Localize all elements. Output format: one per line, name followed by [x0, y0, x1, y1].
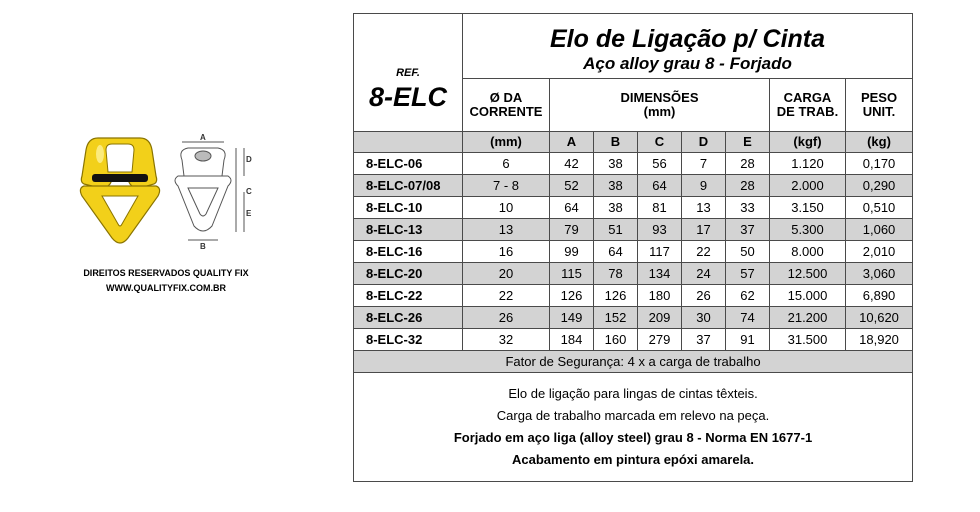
row-weight: 2,010	[846, 241, 913, 263]
row-weight: 3,060	[846, 263, 913, 285]
row-dim-a: 115	[550, 263, 594, 285]
row-diameter: 13	[463, 219, 550, 241]
header-diameter-line1: Ø DA	[489, 90, 523, 105]
row-dim-c: 209	[638, 307, 682, 329]
row-dim-e: 28	[726, 153, 770, 175]
row-dim-d: 30	[682, 307, 726, 329]
product-photo	[80, 138, 159, 243]
row-dim-a: 126	[550, 285, 594, 307]
product-title: Elo de Ligação p/ Cinta	[550, 25, 826, 53]
unit-cell: (kg)	[846, 132, 913, 153]
row-dim-e: 91	[726, 329, 770, 351]
row-dim-e: 62	[726, 285, 770, 307]
table-row	[354, 241, 913, 263]
row-diameter: 16	[463, 241, 550, 263]
row-dim-d: 22	[682, 241, 726, 263]
ref-label: REF.	[396, 67, 420, 79]
notes-cell	[354, 373, 913, 482]
row-dim-a: 52	[550, 175, 594, 197]
row-diameter: 6	[463, 153, 550, 175]
unit-cell: (kgf)	[770, 132, 846, 153]
row-weight: 1,060	[846, 219, 913, 241]
header-dimensions-line1: DIMENSÕES	[620, 90, 699, 105]
dim-label-a: A	[200, 133, 206, 142]
unit-cell: E	[726, 132, 770, 153]
table-row	[354, 329, 913, 351]
safety-factor-row	[354, 351, 913, 373]
note-line-bold: Acabamento em pintura epóxi amarela.	[512, 452, 755, 467]
unit-cell: D	[682, 132, 726, 153]
row-diameter: 26	[463, 307, 550, 329]
row-dim-d: 7	[682, 153, 726, 175]
row-dim-c: 117	[638, 241, 682, 263]
copyright-notice	[62, 266, 270, 296]
copyright-line: DIREITOS RESERVADOS QUALITY FIX	[83, 268, 249, 278]
row-dim-d: 24	[682, 263, 726, 285]
row-load: 31.500	[770, 329, 846, 351]
row-diameter: 10	[463, 197, 550, 219]
table-row	[354, 263, 913, 285]
row-dim-d: 17	[682, 219, 726, 241]
row-diameter: 20	[463, 263, 550, 285]
row-load: 12.500	[770, 263, 846, 285]
row-diameter: 32	[463, 329, 550, 351]
table-row	[354, 175, 913, 197]
row-load: 3.150	[770, 197, 846, 219]
row-dim-e: 37	[726, 219, 770, 241]
row-load: 1.120	[770, 153, 846, 175]
row-dim-b: 38	[594, 175, 638, 197]
row-dim-a: 42	[550, 153, 594, 175]
row-code: 8-ELC-22	[354, 285, 463, 307]
header-load	[770, 79, 846, 132]
row-dim-a: 149	[550, 307, 594, 329]
product-illustration-panel	[0, 0, 352, 512]
row-load: 2.000	[770, 175, 846, 197]
note-line: Elo de ligação para lingas de cintas têxteis.	[508, 386, 758, 401]
row-dim-e: 50	[726, 241, 770, 263]
row-dim-c: 279	[638, 329, 682, 351]
header-diameter	[463, 79, 550, 132]
row-load: 8.000	[770, 241, 846, 263]
product-subtitle: Aço alloy grau 8 - Forjado	[583, 54, 792, 73]
row-code: 8-ELC-20	[354, 263, 463, 285]
header-load-line2: DE TRAB.	[776, 104, 839, 119]
row-dim-a: 184	[550, 329, 594, 351]
row-dim-c: 134	[638, 263, 682, 285]
row-dim-d: 26	[682, 285, 726, 307]
row-dim-d: 9	[682, 175, 726, 197]
unit-cell: A	[550, 132, 594, 153]
row-dim-a: 99	[550, 241, 594, 263]
header-dimensions-line2: (mm)	[643, 104, 676, 119]
header-weight-line2: UNIT.	[862, 104, 896, 119]
row-dim-b: 126	[594, 285, 638, 307]
reference-cell	[354, 14, 463, 132]
row-load: 21.200	[770, 307, 846, 329]
row-dim-c: 56	[638, 153, 682, 175]
units-spacer	[354, 132, 463, 153]
note-line-bold: Forjado em aço liga (alloy steel) grau 8 - Norma EN 1677-1	[453, 430, 813, 445]
header-load-line1: CARGA	[783, 90, 832, 105]
ref-code: 8-ELC	[368, 82, 447, 112]
row-dim-c: 64	[638, 175, 682, 197]
safety-factor: Fator de Segurança: 4 x a carga de trabalho	[354, 351, 913, 373]
table-row	[354, 285, 913, 307]
table-row	[354, 153, 913, 175]
unit-cell: (mm)	[463, 132, 550, 153]
units-row	[354, 132, 913, 153]
header-diameter-line2: CORRENTE	[469, 104, 543, 119]
row-dim-d: 37	[682, 329, 726, 351]
row-code: 8-ELC-16	[354, 241, 463, 263]
row-code: 8-ELC-07/08	[354, 175, 463, 197]
row-dim-b: 78	[594, 263, 638, 285]
row-dim-c: 180	[638, 285, 682, 307]
row-dim-c: 93	[638, 219, 682, 241]
dim-label-b: B	[200, 242, 206, 251]
row-weight: 0,290	[846, 175, 913, 197]
row-load: 15.000	[770, 285, 846, 307]
header-weight-line1: PESO	[860, 90, 898, 105]
dim-label-e: E	[246, 209, 252, 218]
row-weight: 18,920	[846, 329, 913, 351]
title-cell	[463, 14, 913, 79]
dim-label-c: C	[246, 187, 252, 196]
row-dim-b: 38	[594, 197, 638, 219]
product-illustration	[70, 132, 260, 252]
note-line: Carga de trabalho marcada em relevo na peça.	[496, 408, 770, 423]
row-dim-b: 51	[594, 219, 638, 241]
unit-cell: C	[638, 132, 682, 153]
row-dim-e: 28	[726, 175, 770, 197]
row-dim-d: 13	[682, 197, 726, 219]
row-weight: 0,170	[846, 153, 913, 175]
row-dim-b: 64	[594, 241, 638, 263]
row-dim-a: 79	[550, 219, 594, 241]
row-code: 8-ELC-13	[354, 219, 463, 241]
header-weight	[846, 79, 913, 132]
row-weight: 10,620	[846, 307, 913, 329]
row-weight: 6,890	[846, 285, 913, 307]
row-dim-c: 81	[638, 197, 682, 219]
row-diameter: 7 - 8	[463, 175, 550, 197]
table-row	[354, 197, 913, 219]
row-dim-e: 57	[726, 263, 770, 285]
row-code: 8-ELC-32	[354, 329, 463, 351]
row-dim-b: 38	[594, 153, 638, 175]
specification-table	[353, 13, 913, 482]
header-dimensions	[550, 79, 770, 132]
table-row	[354, 307, 913, 329]
row-dim-b: 152	[594, 307, 638, 329]
notes-row	[354, 373, 913, 482]
row-dim-b: 160	[594, 329, 638, 351]
website-link[interactable]: WWW.QUALITYFIX.COM.BR	[106, 283, 226, 293]
title-row	[354, 14, 913, 79]
row-dim-e: 33	[726, 197, 770, 219]
row-diameter: 22	[463, 285, 550, 307]
row-dim-e: 74	[726, 307, 770, 329]
row-dim-a: 64	[550, 197, 594, 219]
dimension-diagram	[175, 142, 244, 240]
row-weight: 0,510	[846, 197, 913, 219]
row-code: 8-ELC-10	[354, 197, 463, 219]
table-row	[354, 219, 913, 241]
row-load: 5.300	[770, 219, 846, 241]
unit-cell: B	[594, 132, 638, 153]
dim-label-d: D	[246, 155, 252, 164]
row-code: 8-ELC-26	[354, 307, 463, 329]
row-code: 8-ELC-06	[354, 153, 463, 175]
